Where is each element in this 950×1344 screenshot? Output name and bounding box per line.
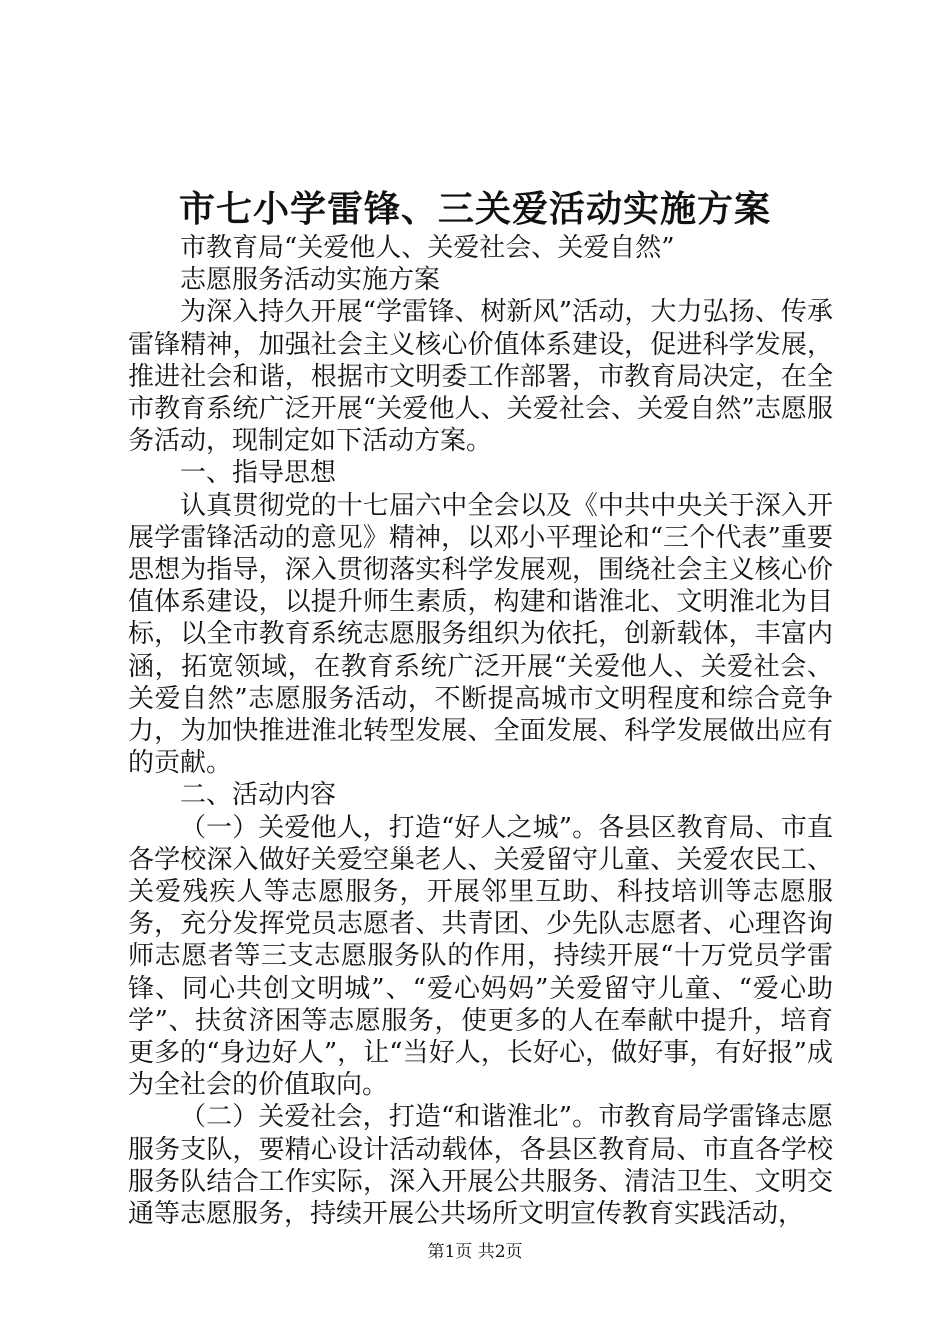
intro-paragraph: 为深入持久开展“学雷锋、树新风”活动，大力弘扬、传承雷锋精神，加强社会主义核心价值体系建设，促进科学发展，推进社会和谐，根据市文明委工作部署，市教育局决定，在全市教育系统广泛开展“关爱他人、关爱社会、关爱自然”志愿服务活动，现制定如下活动方案。	[128, 297, 833, 457]
guiding-thought-paragraph: 认真贯彻党的十七届六中全会以及《中共中央关于深入开展学雷锋活动的意见》精神，以邓小平理论和“三个代表”重要思想为指导，深入贯彻落实科学发展观，围绕社会主义核心价值体系建设，以提升师生素质，构建和谐淮北、文明淮北为目标，以全市教育系统志愿服务组织为依托，创新载体，丰富内涵，拓宽领域，在教育系统广泛开展“关爱他人、关爱社会、关爱自然”志愿服务活动，不断提高城市文明程度和综合竞争力，为加快推进淮北转型发展、全面发展、科学发展做出应有的贡献。	[128, 490, 833, 779]
subtitle-line-2: 志愿服务活动实施方案	[180, 265, 441, 296]
activity-paragraph-2: （二）关爱社会，打造“和谐淮北”。市教育局学雷锋志愿服务支队，要精心设计活动载体，各县区教育局、市直各学校服务队结合工作实际，深入开展公共服务、清洁卫生、文明交通等志愿服务，持续开展公共场所文明宣传教育实践活动，	[128, 1102, 833, 1230]
section-heading-guiding-thought: 一、指导思想	[180, 458, 337, 489]
document-body	[128, 232, 833, 1230]
page-footer: 第1页 共2页	[427, 1242, 523, 1262]
subtitle-line-1: 市教育局“关爱他人、关爱社会、关爱自然”	[180, 233, 675, 263]
section-heading-activity-content: 二、活动内容	[180, 780, 337, 811]
document-title: 市七小学雷锋、三关爱活动实施方案	[178, 188, 771, 230]
activity-paragraph-1: （一）关爱他人，打造“好人之城”。各县区教育局、市直各学校深入做好关爱空巢老人、关爱留守儿童、关爱农民工、关爱残疾人等志愿服务，开展邻里互助、科技培训等志愿服务，充分发挥党员志愿者、共青团、少先队志愿者、心理咨询师志愿者等三支志愿服务队的作用，持续开展“十万党员学雷锋、同心共创文明城”、“爱心妈妈”关爱留守儿童、“爱心助学”、扶贫济困等志愿服务，使更多的人在奉献中提升，培育更多的“身边好人”，让“当好人，长好心，做好事，有好报”成为全社会的价值取向。	[128, 812, 833, 1101]
